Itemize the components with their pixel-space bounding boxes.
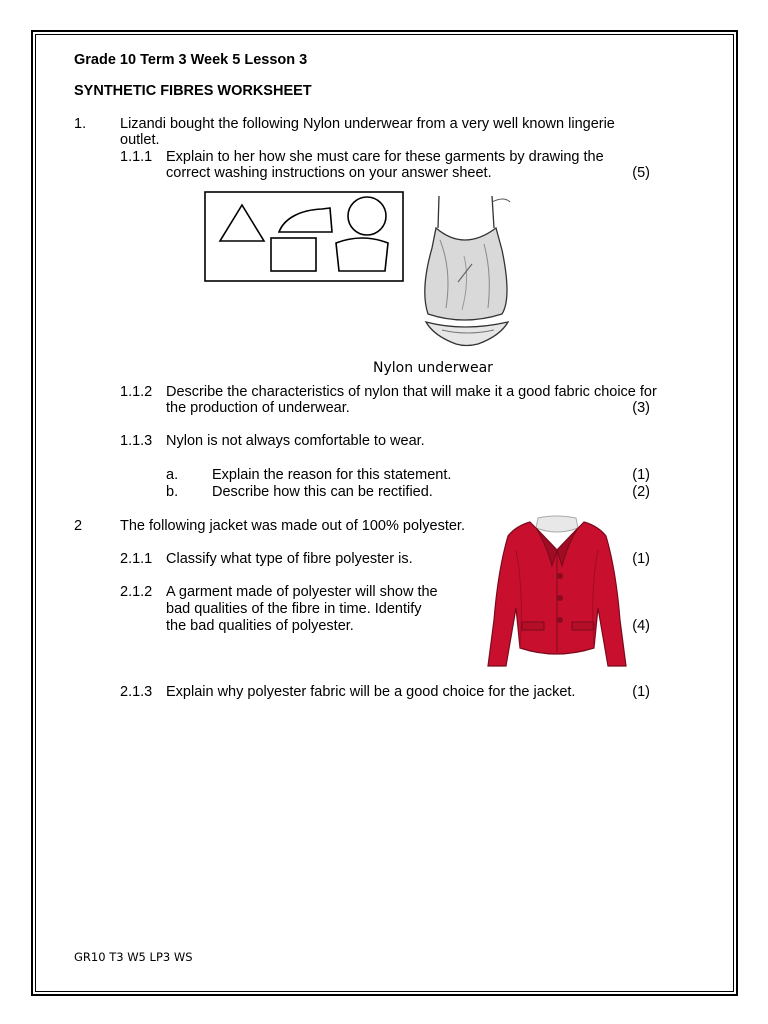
- q212-line1: A garment made of polyester will show the: [166, 584, 438, 600]
- q211-marks: (1): [632, 551, 650, 567]
- q112-number: 1.1.2: [120, 384, 153, 400]
- q111-line2: correct washing instructions on your answer sheet.: [166, 165, 492, 181]
- care-symbols-box: [204, 191, 404, 282]
- nylon-underwear-illustration: [412, 190, 522, 358]
- q113a-letter: a.: [166, 467, 179, 483]
- triangle-icon: [220, 205, 264, 241]
- q212-line2: bad qualities of the fibre in time. Identify: [166, 601, 422, 617]
- q1-text-line2: outlet.: [120, 132, 160, 148]
- q113b-text: Describe how this can be rectified.: [212, 484, 433, 500]
- q2-text: The following jacket was made out of 100% polyester.: [120, 518, 465, 534]
- q213-marks: (1): [632, 684, 650, 700]
- q1-number: 1.: [74, 116, 87, 132]
- q213-line1: Explain why polyester fabric will be a good choice for the jacket.: [166, 684, 576, 700]
- q113b-marks: (2): [632, 484, 650, 500]
- q112-marks: (3): [632, 400, 650, 416]
- q212-line3: the bad qualities of polyester.: [166, 618, 354, 634]
- q211-number: 2.1.1: [120, 551, 153, 567]
- q113-number: 1.1.3: [120, 433, 153, 449]
- q212-marks: (4): [632, 618, 650, 634]
- q111-marks: (5): [632, 165, 650, 181]
- q113-line1: Nylon is not always comfortable to wear.: [166, 433, 425, 449]
- q111-number: 1.1.1: [120, 149, 153, 165]
- q2-number: 2: [74, 518, 83, 534]
- underwear-caption: Nylon underwear: [373, 360, 493, 376]
- q212-number: 2.1.2: [120, 584, 153, 600]
- q112-line1: Describe the characteristics of nylon that will make it a good fabric choice for: [166, 384, 657, 400]
- worksheet-title: SYNTHETIC FIBRES WORKSHEET: [74, 83, 312, 99]
- square-icon: [271, 238, 316, 271]
- polyester-jacket-illustration: [486, 510, 628, 670]
- q112-line2: the production of underwear.: [166, 400, 350, 416]
- q111-line1: Explain to her how she must care for these garments by drawing the: [166, 149, 604, 165]
- q1-text-line1: Lizandi bought the following Nylon underwear from a very well known lingerie: [120, 116, 615, 132]
- q113a-marks: (1): [632, 467, 650, 483]
- circle-icon: [348, 197, 386, 235]
- q213-number: 2.1.3: [120, 684, 153, 700]
- lesson-heading: Grade 10 Term 3 Week 5 Lesson 3: [74, 52, 308, 68]
- q113a-text: Explain the reason for this statement.: [212, 467, 452, 483]
- iron-icon: [279, 208, 332, 232]
- q211-line1: Classify what type of fibre polyester is.: [166, 551, 413, 567]
- q113b-letter: b.: [166, 484, 179, 500]
- wash-tub-icon: [336, 238, 388, 271]
- footer-code: GR10 T3 W5 LP3 WS: [74, 950, 193, 964]
